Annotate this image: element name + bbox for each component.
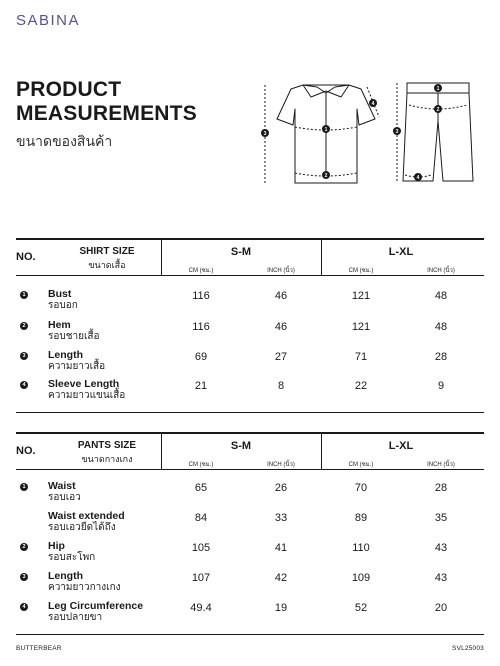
row-label-th: รอบสะโพก xyxy=(48,552,96,563)
cell-value: 43 xyxy=(434,542,448,554)
shirt-markers xyxy=(261,99,377,179)
pants-drawing xyxy=(397,83,473,181)
table-row xyxy=(16,510,484,540)
table-row xyxy=(16,600,484,630)
row-marker: 2 xyxy=(20,543,28,551)
cell-value: 46 xyxy=(274,321,288,333)
cell-value: 26 xyxy=(274,482,288,494)
cell-value: 43 xyxy=(434,572,448,584)
size-sm-header: S-M xyxy=(230,246,252,258)
row-label-th: ความยาวเสื้อ xyxy=(48,361,106,372)
row-label-th: ความยาวกางเกง xyxy=(48,582,121,593)
shirt-marker-4: 4 xyxy=(371,101,375,107)
shirt-drawing xyxy=(265,85,379,183)
no-header: NO. xyxy=(16,251,36,263)
cell-value: 121 xyxy=(351,290,371,302)
row-label-en: Waist extended xyxy=(48,510,125,522)
cell-value: 41 xyxy=(274,542,288,554)
cell-value: 42 xyxy=(274,572,288,584)
table-row xyxy=(16,540,484,570)
shirt-marker-3: 3 xyxy=(263,131,267,137)
row-label-th: รอบเอว xyxy=(48,492,81,503)
row-label-th: ความยาวแขนเสื้อ xyxy=(48,390,126,401)
cell-value: 121 xyxy=(351,321,371,333)
unit-cm-header: CM (ซม.) xyxy=(188,268,214,274)
garment-illustration xyxy=(255,75,485,190)
row-marker: 1 xyxy=(20,483,28,491)
cell-value: 27 xyxy=(274,351,288,363)
cell-value: 8 xyxy=(277,380,285,392)
row-label-en: Length xyxy=(48,570,83,582)
pants-marker-3: 3 xyxy=(395,129,399,135)
page-title-line2: MEASUREMENTS xyxy=(16,102,197,125)
shirt-size-header: SHIRT SIZE ขนาดเสื้อ xyxy=(79,246,135,270)
table-row xyxy=(16,480,484,510)
cell-value: 9 xyxy=(437,380,445,392)
shirt-marker-2: 2 xyxy=(324,173,328,179)
brand-logo: SABINA xyxy=(16,12,81,29)
page-title xyxy=(16,78,197,126)
unit-cm-header: CM (ซม.) xyxy=(348,268,374,274)
shirt-marker-1: 1 xyxy=(324,127,328,133)
unit-inch-header: INCH (นิ้ว) xyxy=(427,462,455,468)
row-label-th: รอบชายเสื้อ xyxy=(48,331,100,342)
cell-value: 22 xyxy=(354,380,368,392)
cell-value: 33 xyxy=(274,512,288,524)
table-row xyxy=(16,570,484,600)
table-row xyxy=(16,319,484,349)
cell-value: 105 xyxy=(191,542,211,554)
cell-value: 20 xyxy=(434,602,448,614)
pants-marker-1: 1 xyxy=(436,86,440,92)
size-lxl-header: L-XL xyxy=(388,246,414,258)
cell-value: 65 xyxy=(194,482,208,494)
unit-inch-header: INCH (นิ้ว) xyxy=(267,268,295,274)
row-label-th: รอบเอวยืดได้ถึง xyxy=(48,522,116,533)
row-label-en: Hem xyxy=(48,319,71,331)
row-label-th: รอบปลายขา xyxy=(48,612,103,623)
cell-value: 46 xyxy=(274,290,288,302)
page-title-line1: PRODUCT xyxy=(16,78,122,101)
cell-value: 28 xyxy=(434,482,448,494)
page-subtitle: ขนาดของสินค้า xyxy=(16,133,113,149)
pants-size-header: PANTS SIZE ขนาดกางเกง xyxy=(77,440,137,464)
cell-value: 19 xyxy=(274,602,288,614)
pants-size-table xyxy=(16,432,484,636)
size-lxl-header: L-XL xyxy=(388,440,414,452)
row-label-en: Length xyxy=(48,349,83,361)
no-header: NO. xyxy=(16,445,36,457)
cell-value: 28 xyxy=(434,351,448,363)
footer-sku: SVL25003 xyxy=(452,645,484,652)
cell-value: 107 xyxy=(191,572,211,584)
footer-collection: BUTTERBEAR xyxy=(16,645,62,652)
cell-value: 70 xyxy=(354,482,368,494)
row-label-en: Bust xyxy=(48,288,72,300)
row-label-en: Waist xyxy=(48,480,76,492)
cell-value: 69 xyxy=(194,351,208,363)
unit-cm-header: CM (ซม.) xyxy=(348,462,374,468)
row-label-en: Sleeve Length xyxy=(48,378,120,390)
row-marker: 2 xyxy=(20,322,28,330)
row-marker: 3 xyxy=(20,352,28,360)
cell-value: 89 xyxy=(354,512,368,524)
row-marker: 3 xyxy=(20,573,28,581)
cell-value: 109 xyxy=(351,572,371,584)
cell-value: 21 xyxy=(194,380,208,392)
pants-marker-2: 2 xyxy=(436,107,440,113)
unit-inch-header: INCH (นิ้ว) xyxy=(427,268,455,274)
cell-value: 49.4 xyxy=(190,602,212,614)
row-label-en: Leg Circumference xyxy=(48,600,144,612)
shirt-size-table xyxy=(16,238,484,414)
table-row xyxy=(16,288,484,318)
row-marker: 4 xyxy=(20,381,28,389)
row-label-th: รอบอก xyxy=(48,300,78,311)
unit-inch-header: INCH (นิ้ว) xyxy=(267,462,295,468)
cell-value: 48 xyxy=(434,321,448,333)
table-row xyxy=(16,349,484,379)
row-marker: 1 xyxy=(20,291,28,299)
cell-value: 48 xyxy=(434,290,448,302)
cell-value: 84 xyxy=(194,512,208,524)
table-row xyxy=(16,378,484,408)
cell-value: 116 xyxy=(192,290,210,302)
cell-value: 110 xyxy=(352,542,370,554)
cell-value: 116 xyxy=(192,321,210,333)
row-marker: 4 xyxy=(20,603,28,611)
cell-value: 71 xyxy=(354,351,368,363)
pants-marker-4: 4 xyxy=(416,175,420,181)
unit-cm-header: CM (ซม.) xyxy=(188,462,214,468)
cell-value: 35 xyxy=(434,512,448,524)
row-label-en: Hip xyxy=(48,540,65,552)
cell-value: 52 xyxy=(354,602,368,614)
size-sm-header: S-M xyxy=(230,440,252,452)
